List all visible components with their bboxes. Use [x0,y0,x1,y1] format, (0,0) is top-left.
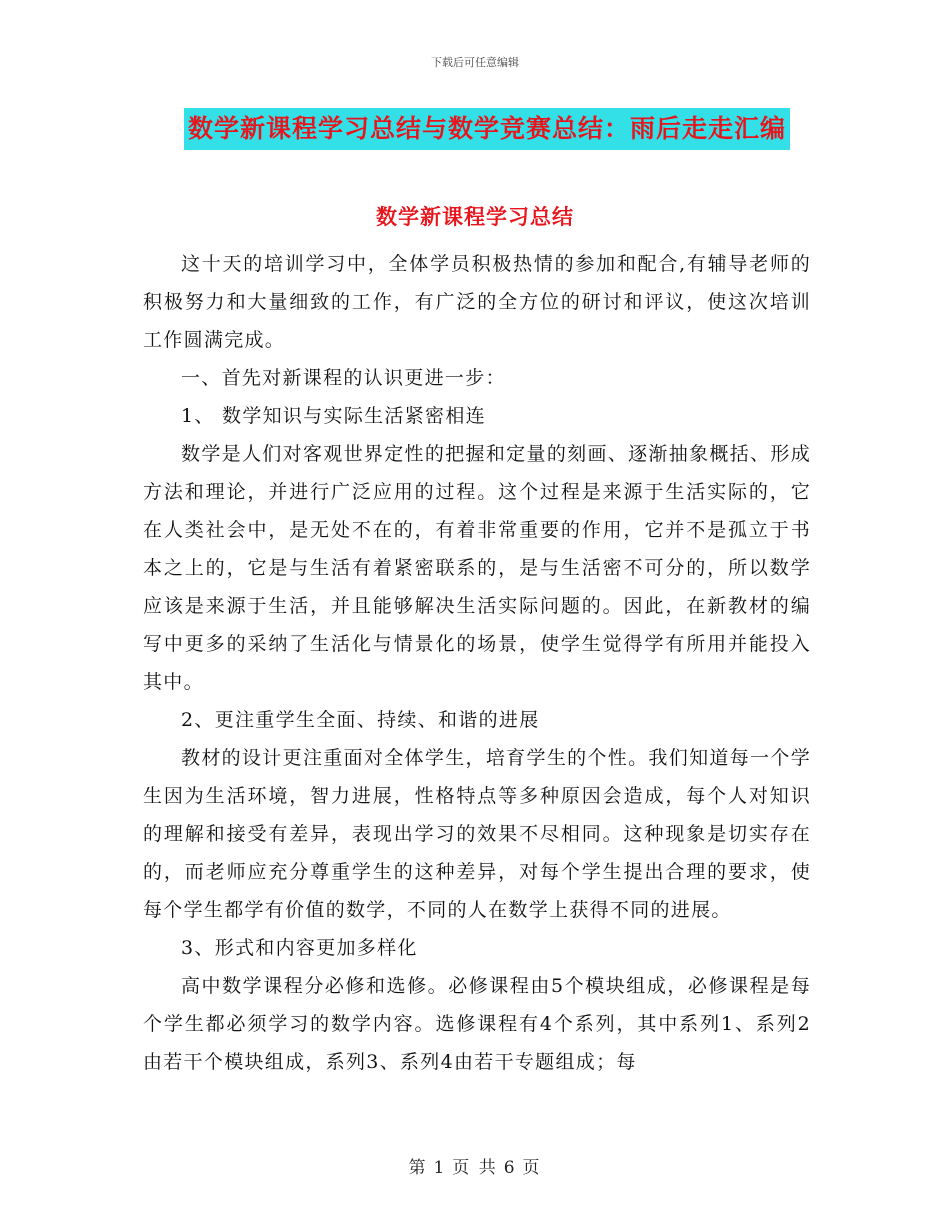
page-label-prefix: 第 [408,1158,428,1178]
page-label-middle: 页 共 [452,1158,498,1178]
paragraph: 数学是人们对客观世界定性的把握和定量的刻画、逐渐抽象概括、形成方法和理论，并进行广泛应用的过程。这个过程是来源于生活实际的，它在人类社会中，是无处不在的，有着非常重要的作用，它并不是孤立于书本之上的，它是与生活有着紧密联系的，是与生活密不可分的，所以数学应该是来源于生活，并且能够解决生活实际问题的。因此，在新教材的编写中更多的采纳了生活化与情景化的场景，使学生觉得学有所用并能投入其中。 [143,443,811,693]
page-label-suffix: 页 [522,1158,542,1178]
paragraph: 这十天的培训学习中，全体学员积极热情的参加和配合,有辅导老师的积极努力和大量细致的工作，有广泛的全方位的研讨和评议，使这次培训工作圆满完成。 [143,253,811,351]
document-title-container [0,108,950,150]
document-body [143,245,811,1081]
paragraph: 1、 数学知识与实际生活紧密相连 [181,405,486,427]
paragraph: 2、更注重学生全面、持续、和谐的进展 [181,709,540,731]
total-pages: 6 [503,1158,517,1178]
page-number: 1 [433,1158,447,1178]
paragraph: 高中数学课程分必修和选修。必修课程由5个模块组成，必修课程是每个学生都必须学习的数学内容。选修课程有4个系列，其中系列1、系列2由若干个模块组成，系列3、系列4由若干专题组成；每 [143,975,811,1073]
paragraph: 教材的设计更注重面对全体学生，培育学生的个性。我们知道每一个学生因为生活环境，智力进展，性格特点等多种原因会造成，每个人对知识的理解和接受有差异，表现出学习的效果不尽相同。这种现象是切实存在的，而老师应充分尊重学生的这种差异，对每个学生提出合理的要求，使每个学生都学有价值的数学，不同的人在数学上获得不同的进展。 [143,747,811,921]
section-title: 数学新课程学习总结 [376,205,574,229]
document-title: 数学新课程学习总结与数学竞赛总结：雨后走走汇编 [184,108,790,150]
page-footer [0,1153,950,1178]
paragraph: 一、首先对新课程的认识更进一步： [181,367,506,389]
paragraph: 3、形式和内容更加多样化 [181,937,418,959]
page-header-note: 下载后可任意编辑 [431,56,519,69]
